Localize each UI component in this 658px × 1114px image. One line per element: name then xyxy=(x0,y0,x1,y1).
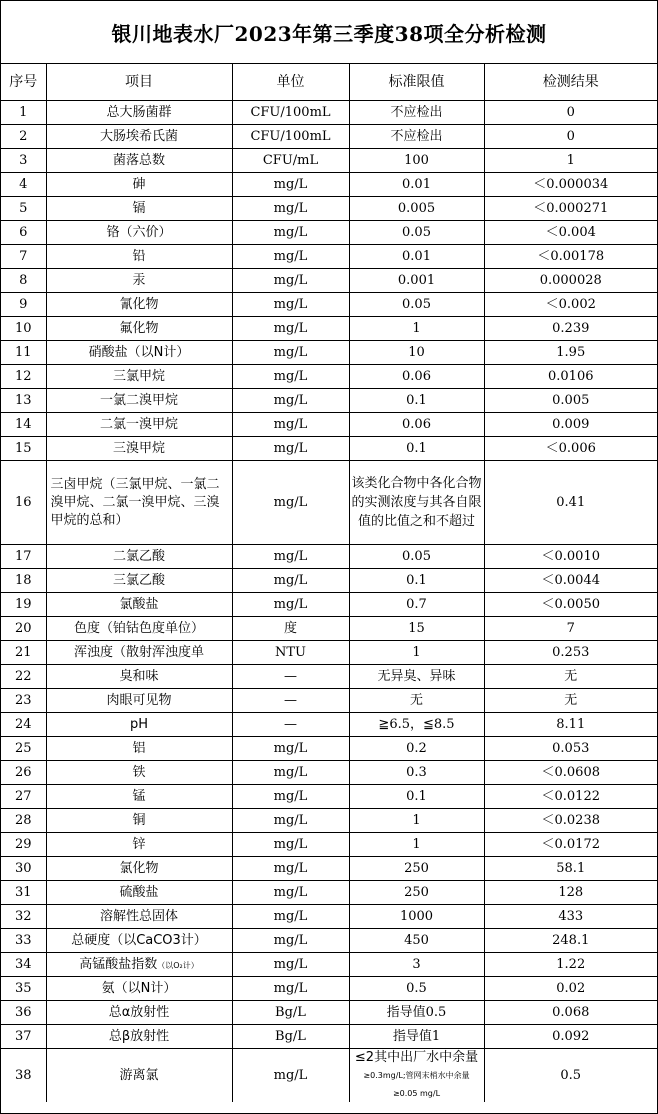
table-header-row xyxy=(1,64,657,101)
result-cell: 8.11 xyxy=(484,713,657,737)
table-row xyxy=(1,665,657,689)
item-name: 总大肠菌群 xyxy=(46,101,232,125)
row-number: 9 xyxy=(1,293,46,317)
unit-cell: CFU/mL xyxy=(232,149,349,173)
limit-cell: 0.01 xyxy=(349,245,484,269)
report-title: 银川地表水厂2023年第三季度38项全分析检测 xyxy=(1,1,657,64)
limit-cell: 不应检出 xyxy=(349,125,484,149)
limit-cell: 100 xyxy=(349,149,484,173)
item-name: 二氯一溴甲烷 xyxy=(46,413,232,437)
limit-cell: 0.3 xyxy=(349,761,484,785)
limit-cell: 0.001 xyxy=(349,269,484,293)
limit-cell: 1000 xyxy=(349,905,484,929)
limit-main: ≤2其中出厂水中余量 xyxy=(354,1050,479,1065)
item-name: 铝 xyxy=(46,737,232,761)
unit-cell: Bg/L xyxy=(232,1001,349,1025)
item-name: 锌 xyxy=(46,833,232,857)
table-row xyxy=(1,569,657,593)
row-number: 16 xyxy=(1,461,46,545)
limit-cell: 250 xyxy=(349,881,484,905)
row-number: 32 xyxy=(1,905,46,929)
result-cell: 0.5 xyxy=(484,1049,657,1103)
limit-cell: 1 xyxy=(349,317,484,341)
limit-cell: 无 xyxy=(349,689,484,713)
item-name: 溶解性总固体 xyxy=(46,905,232,929)
limit-cell: 0.06 xyxy=(349,413,484,437)
item-name: 镉 xyxy=(46,197,232,221)
limit-cell: 3 xyxy=(349,953,484,977)
result-cell: 58.1 xyxy=(484,857,657,881)
unit-cell: mg/L xyxy=(232,461,349,545)
item-name: 总β放射性 xyxy=(46,1025,232,1049)
limit-cell: 250 xyxy=(349,857,484,881)
row-number: 25 xyxy=(1,737,46,761)
result-cell: 0.092 xyxy=(484,1025,657,1049)
table-row xyxy=(1,833,657,857)
result-cell: 0.053 xyxy=(484,737,657,761)
limit-cell: 0.1 xyxy=(349,785,484,809)
unit-cell: — xyxy=(232,689,349,713)
row-number: 23 xyxy=(1,689,46,713)
table-row xyxy=(1,857,657,881)
item-label: 高锰酸盐指数 xyxy=(79,956,158,972)
row-number: 15 xyxy=(1,437,46,461)
header-no: 序号 xyxy=(1,64,46,101)
unit-cell: mg/L xyxy=(232,737,349,761)
table-row xyxy=(1,1001,657,1025)
item-name: pH xyxy=(46,713,232,737)
row-number: 27 xyxy=(1,785,46,809)
row-number: 10 xyxy=(1,317,46,341)
table-row xyxy=(1,617,657,641)
result-cell: ＜0.0122 xyxy=(484,785,657,809)
item-name: 砷 xyxy=(46,173,232,197)
row-number: 17 xyxy=(1,545,46,569)
item-name: 氯酸盐 xyxy=(46,593,232,617)
item-name xyxy=(46,953,232,977)
result-cell: 433 xyxy=(484,905,657,929)
result-cell: ＜0.000034 xyxy=(484,173,657,197)
table-row xyxy=(1,389,657,413)
table-row xyxy=(1,1025,657,1049)
item-name: 铜 xyxy=(46,809,232,833)
unit-cell: mg/L xyxy=(232,221,349,245)
result-cell: ＜0.0238 xyxy=(484,809,657,833)
result-cell: 0 xyxy=(484,101,657,125)
row-number: 11 xyxy=(1,341,46,365)
limit-cell: 0.05 xyxy=(349,545,484,569)
limit-cell: 0.06 xyxy=(349,365,484,389)
row-number: 34 xyxy=(1,953,46,977)
row-number: 38 xyxy=(1,1049,46,1103)
table-row xyxy=(1,881,657,905)
table-row xyxy=(1,317,657,341)
unit-cell: — xyxy=(232,665,349,689)
result-cell: ＜0.0010 xyxy=(484,545,657,569)
limit-cell: 指导值0.5 xyxy=(349,1001,484,1025)
table-row xyxy=(1,413,657,437)
unit-cell: mg/L xyxy=(232,245,349,269)
limit-cell: 0.7 xyxy=(349,593,484,617)
item-name: 汞 xyxy=(46,269,232,293)
item-name: 总硬度（以CaCO3计） xyxy=(46,929,232,953)
item-name: 锰 xyxy=(46,785,232,809)
row-number: 2 xyxy=(1,125,46,149)
result-cell: 1.95 xyxy=(484,341,657,365)
result-cell: 0.0106 xyxy=(484,365,657,389)
limit-cell: 15 xyxy=(349,617,484,641)
table-row xyxy=(1,245,657,269)
limit-cell: 0.2 xyxy=(349,737,484,761)
table-row xyxy=(1,761,657,785)
limit-cell: 0.5 xyxy=(349,977,484,1001)
row-number: 12 xyxy=(1,365,46,389)
unit-cell: mg/L xyxy=(232,341,349,365)
header-unit: 单位 xyxy=(232,64,349,101)
item-name: 一氯二溴甲烷 xyxy=(46,389,232,413)
unit-cell: mg/L xyxy=(232,293,349,317)
unit-cell: mg/L xyxy=(232,545,349,569)
table-row xyxy=(1,221,657,245)
result-cell: 0 xyxy=(484,125,657,149)
unit-cell: mg/L xyxy=(232,809,349,833)
unit-cell: CFU/100mL xyxy=(232,125,349,149)
result-cell: ＜0.0050 xyxy=(484,593,657,617)
table-row xyxy=(1,125,657,149)
result-cell: 1.22 xyxy=(484,953,657,977)
row-number: 14 xyxy=(1,413,46,437)
row-number: 30 xyxy=(1,857,46,881)
row-number: 20 xyxy=(1,617,46,641)
row-number: 37 xyxy=(1,1025,46,1049)
item-name: 三卤甲烷（三氯甲烷、一氯二溴甲烷、二氯一溴甲烷、三溴甲烷的总和） xyxy=(46,461,232,545)
table-row xyxy=(1,785,657,809)
item-name: 菌落总数 xyxy=(46,149,232,173)
table-row xyxy=(1,593,657,617)
table-row xyxy=(1,713,657,737)
item-name: 硫酸盐 xyxy=(46,881,232,905)
table-row xyxy=(1,173,657,197)
unit-cell: mg/L xyxy=(232,761,349,785)
unit-cell: mg/L xyxy=(232,389,349,413)
unit-cell: Bg/L xyxy=(232,1025,349,1049)
analysis-table xyxy=(1,64,657,1102)
row-number: 31 xyxy=(1,881,46,905)
table-row xyxy=(1,977,657,1001)
limit-cell: 0.05 xyxy=(349,293,484,317)
unit-cell: mg/L xyxy=(232,173,349,197)
row-number: 33 xyxy=(1,929,46,953)
row-number: 36 xyxy=(1,1001,46,1025)
limit-cell: 0.01 xyxy=(349,173,484,197)
item-name: 浑浊度（散射浑浊度单 xyxy=(46,641,232,665)
result-cell: ＜0.006 xyxy=(484,437,657,461)
table-row xyxy=(1,101,657,125)
item-note: （以O₂计） xyxy=(157,960,199,970)
item-name: 氰化物 xyxy=(46,293,232,317)
table-body xyxy=(1,101,657,1103)
result-cell: 248.1 xyxy=(484,929,657,953)
header-item: 项目 xyxy=(46,64,232,101)
result-cell: 无 xyxy=(484,689,657,713)
row-number: 22 xyxy=(1,665,46,689)
row-number: 6 xyxy=(1,221,46,245)
row-number: 21 xyxy=(1,641,46,665)
table-row xyxy=(1,461,657,545)
row-number: 24 xyxy=(1,713,46,737)
result-cell: 0.02 xyxy=(484,977,657,1001)
table-row xyxy=(1,1049,657,1103)
table-row xyxy=(1,545,657,569)
table-row xyxy=(1,905,657,929)
result-cell: ＜0.00178 xyxy=(484,245,657,269)
item-name: 三氯乙酸 xyxy=(46,569,232,593)
unit-cell: mg/L xyxy=(232,857,349,881)
item-name: 二氯乙酸 xyxy=(46,545,232,569)
item-name: 总α放射性 xyxy=(46,1001,232,1025)
limit-cell: 0.1 xyxy=(349,437,484,461)
result-cell: ＜0.000271 xyxy=(484,197,657,221)
unit-cell: mg/L xyxy=(232,437,349,461)
limit-cell: 0.05 xyxy=(349,221,484,245)
item-name: 色度（铂钴色度单位） xyxy=(46,617,232,641)
limit-cell: ≧6.5，≦8.5 xyxy=(349,713,484,737)
limit-cell: 450 xyxy=(349,929,484,953)
result-cell: 1 xyxy=(484,149,657,173)
item-name: 氯化物 xyxy=(46,857,232,881)
limit-cell: 0.1 xyxy=(349,569,484,593)
table-row xyxy=(1,365,657,389)
header-result: 检测结果 xyxy=(484,64,657,101)
item-name: 臭和味 xyxy=(46,665,232,689)
result-cell: 128 xyxy=(484,881,657,905)
result-cell: ＜0.004 xyxy=(484,221,657,245)
limit-cell: 无异臭、异味 xyxy=(349,665,484,689)
unit-cell: mg/L xyxy=(232,413,349,437)
unit-cell: CFU/100mL xyxy=(232,101,349,125)
table-row xyxy=(1,269,657,293)
unit-cell: mg/L xyxy=(232,833,349,857)
result-cell: 0.239 xyxy=(484,317,657,341)
unit-cell: mg/L xyxy=(232,317,349,341)
item-name: 硝酸盐（以N计） xyxy=(46,341,232,365)
limit-cell: 10 xyxy=(349,341,484,365)
table-row xyxy=(1,737,657,761)
result-cell: 0.000028 xyxy=(484,269,657,293)
table-row xyxy=(1,809,657,833)
result-cell: ＜0.0172 xyxy=(484,833,657,857)
result-cell: 7 xyxy=(484,617,657,641)
unit-cell: mg/L xyxy=(232,929,349,953)
unit-cell: 度 xyxy=(232,617,349,641)
item-name: 游离氯 xyxy=(46,1049,232,1103)
row-number: 26 xyxy=(1,761,46,785)
table-row xyxy=(1,689,657,713)
header-limit: 标准限值 xyxy=(349,64,484,101)
limit-cell: 0.1 xyxy=(349,389,484,413)
limit-cell: 该类化合物中各化合物的实测浓度与其各自限值的比值之和不超过 xyxy=(349,461,484,545)
item-name: 三溴甲烷 xyxy=(46,437,232,461)
row-number: 35 xyxy=(1,977,46,1001)
result-cell: 0.253 xyxy=(484,641,657,665)
limit-note: ≥0.3mg/L;管网末梢水中余量≥0.05 mg/L xyxy=(363,1071,470,1098)
limit-cell: 1 xyxy=(349,833,484,857)
result-cell: 0.009 xyxy=(484,413,657,437)
table-row xyxy=(1,641,657,665)
item-name: 铅 xyxy=(46,245,232,269)
table-row xyxy=(1,929,657,953)
row-number: 4 xyxy=(1,173,46,197)
limit-cell: 不应检出 xyxy=(349,101,484,125)
table-row xyxy=(1,149,657,173)
result-cell: 0.005 xyxy=(484,389,657,413)
table-row xyxy=(1,197,657,221)
limit-cell: 0.005 xyxy=(349,197,484,221)
table-row xyxy=(1,293,657,317)
unit-cell: mg/L xyxy=(232,953,349,977)
unit-cell: mg/L xyxy=(232,197,349,221)
unit-cell: — xyxy=(232,713,349,737)
unit-cell: NTU xyxy=(232,641,349,665)
result-cell: 无 xyxy=(484,665,657,689)
unit-cell: mg/L xyxy=(232,365,349,389)
table-row xyxy=(1,953,657,977)
limit-cell xyxy=(349,1049,484,1103)
row-number: 28 xyxy=(1,809,46,833)
item-name: 铬（六价） xyxy=(46,221,232,245)
item-name: 铁 xyxy=(46,761,232,785)
unit-cell: mg/L xyxy=(232,269,349,293)
row-number: 3 xyxy=(1,149,46,173)
table-row xyxy=(1,437,657,461)
row-number: 13 xyxy=(1,389,46,413)
unit-cell: mg/L xyxy=(232,977,349,1001)
row-number: 18 xyxy=(1,569,46,593)
unit-cell: mg/L xyxy=(232,881,349,905)
unit-cell: mg/L xyxy=(232,1049,349,1103)
item-name: 肉眼可见物 xyxy=(46,689,232,713)
row-number: 5 xyxy=(1,197,46,221)
limit-cell: 指导值1 xyxy=(349,1025,484,1049)
row-number: 19 xyxy=(1,593,46,617)
unit-cell: mg/L xyxy=(232,593,349,617)
result-cell: 0.068 xyxy=(484,1001,657,1025)
result-cell: 0.41 xyxy=(484,461,657,545)
item-name: 氟化物 xyxy=(46,317,232,341)
item-name: 三氯甲烷 xyxy=(46,365,232,389)
row-number: 7 xyxy=(1,245,46,269)
unit-cell: mg/L xyxy=(232,785,349,809)
limit-cell: 1 xyxy=(349,809,484,833)
result-cell: ＜0.0044 xyxy=(484,569,657,593)
unit-cell: mg/L xyxy=(232,569,349,593)
row-number: 29 xyxy=(1,833,46,857)
result-cell: ＜0.002 xyxy=(484,293,657,317)
limit-cell: 1 xyxy=(349,641,484,665)
item-name: 氨（以N计） xyxy=(46,977,232,1001)
item-name: 大肠埃希氏菌 xyxy=(46,125,232,149)
row-number: 1 xyxy=(1,101,46,125)
unit-cell: mg/L xyxy=(232,905,349,929)
result-cell: ＜0.0608 xyxy=(484,761,657,785)
row-number: 8 xyxy=(1,269,46,293)
table-row xyxy=(1,341,657,365)
